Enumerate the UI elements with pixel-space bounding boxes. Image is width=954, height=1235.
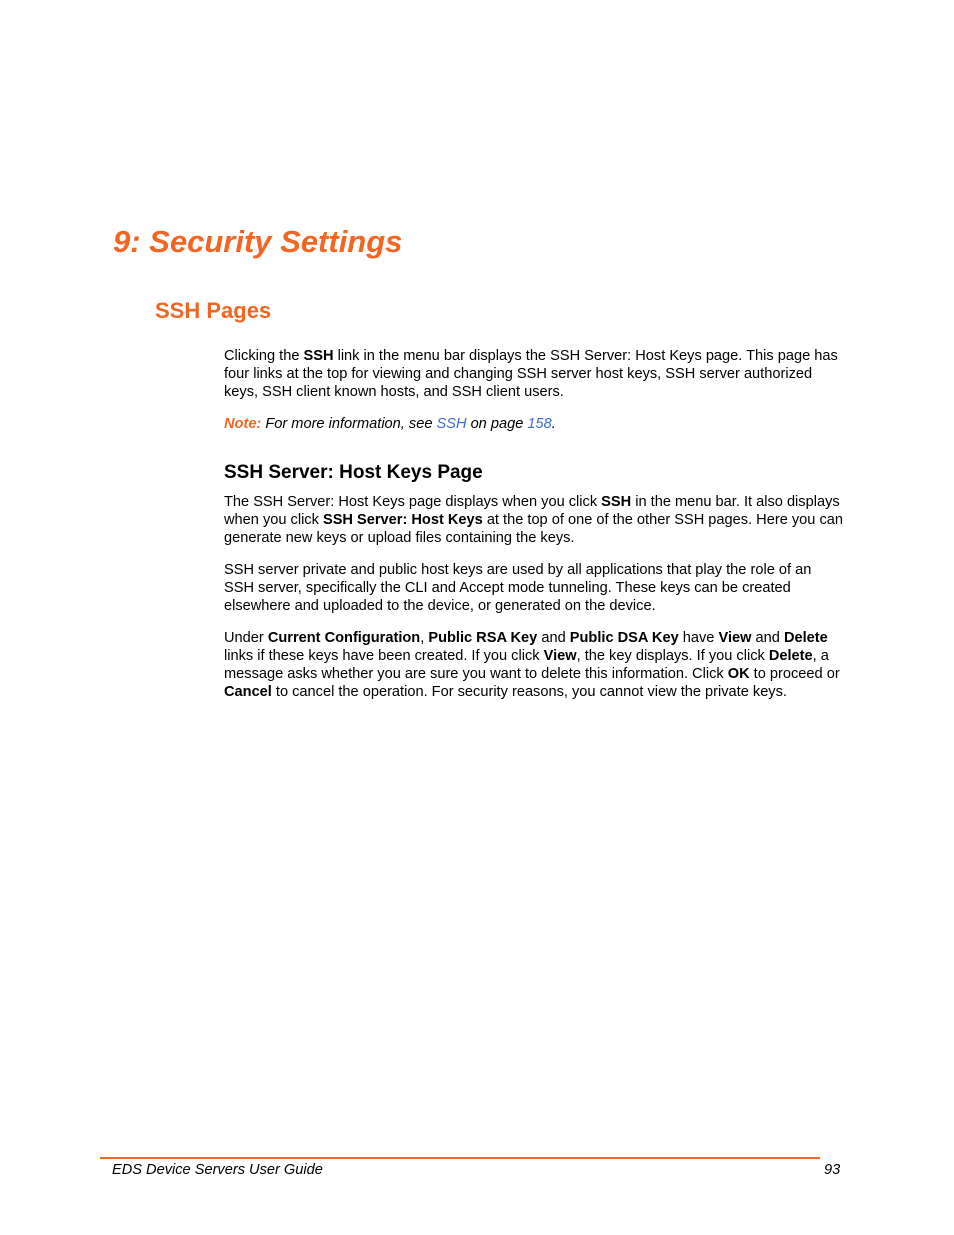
footer-divider — [100, 1157, 820, 1159]
host-keys-paragraph-3: Under Current Configuration, Public RSA Key and Public DSA Key have View and Delete links if these keys have been created. If you click View, the key displays. If you click Delete, a message asks whether you are sure you want to delete this information. Click OK to proceed or Cancel to cancel the operation. For security reasons, you cannot view the private keys. — [224, 630, 840, 700]
footer-guide-title: EDS Device Servers User Guide — [112, 1162, 323, 1178]
page-158-link[interactable]: 158 — [527, 416, 552, 432]
subsection-block — [224, 493, 844, 701]
ssh-term: SSH — [303, 348, 334, 364]
note-label: Note: — [224, 416, 262, 432]
footer-page-number: 93 — [824, 1162, 841, 1178]
note-paragraph: Note: For more information, see SSH on page 158. — [224, 416, 556, 432]
section-title: SSH Pages — [155, 298, 272, 323]
chapter-title: 9: Security Settings — [113, 224, 403, 259]
intro-block — [224, 347, 844, 433]
host-keys-paragraph-2: SSH server private and public host keys are used by all applications that play the role of an SSH server, specifically the CLI and Accept mode tunneling. These keys can be created elsewhere and uploaded to the device, or generated on the device. — [224, 562, 812, 614]
intro-paragraph: Clicking the SSH link in the menu bar displays the SSH Server: Host Keys page. This page has four links at the top for viewing and changing SSH server host keys, SSH server authorized keys, SSH client known hosts, and SSH client users. — [224, 348, 838, 400]
host-keys-paragraph-1: The SSH Server: Host Keys page displays when you click SSH in the menu bar. It also displays when you click SSH Server: Host Keys at the top of one of the other SSH pages. Here you can generate new keys or upload files containing the keys. — [224, 494, 843, 546]
ssh-link[interactable]: SSH — [436, 416, 467, 432]
subsection-title: SSH Server: Host Keys Page — [224, 462, 483, 483]
